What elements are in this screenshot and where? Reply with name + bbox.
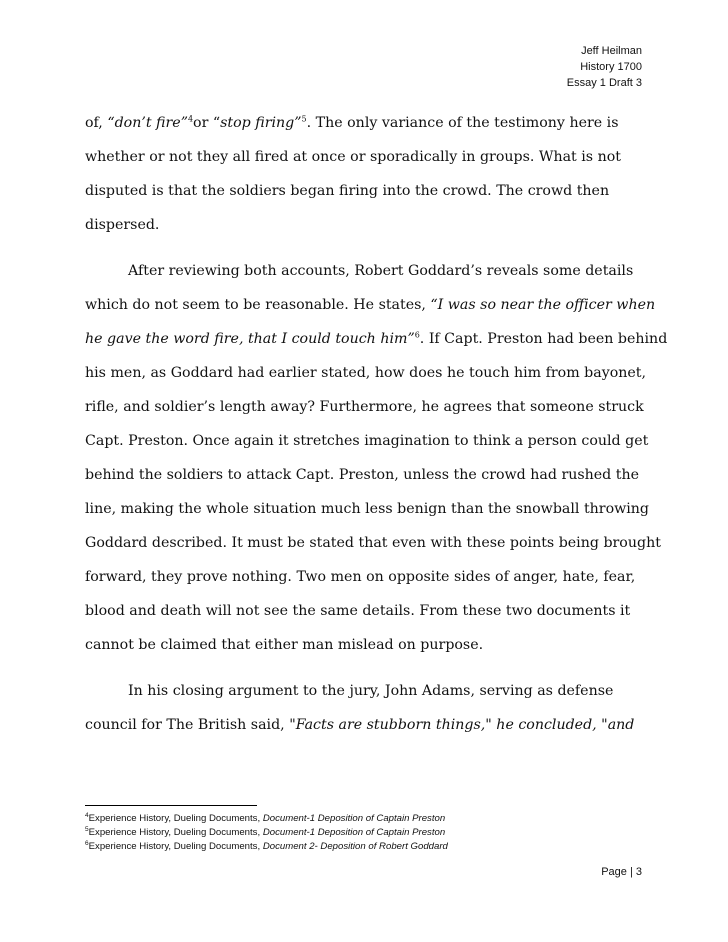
- text-line: Goddard described. It must be stated that even with these points being brought: [85, 535, 661, 551]
- text-line: his men, as Goddard had earlier stated, how does he touch him from bayonet,: [85, 365, 646, 381]
- text-line: [85, 288, 656, 322]
- text-line: [85, 254, 645, 288]
- text-span: . If Capt. Preston had been behind: [419, 331, 668, 347]
- footnote-ref: 4: [187, 114, 194, 124]
- footnote-ref: 5: [301, 114, 307, 124]
- footnotes: [85, 812, 448, 854]
- footnote-5: [85, 826, 448, 840]
- footnote-number: 6: [85, 839, 89, 847]
- quote: “don’t fire”: [107, 115, 188, 131]
- text-line: rifle, and soldier’s length away? Furthermore, he agrees that someone struck: [85, 399, 644, 415]
- text-span: which do not seem to be reasonable. He states,: [85, 297, 431, 313]
- footnote-text: Experience History, Dueling Documents,: [88, 841, 263, 852]
- quote: stop firing”: [220, 115, 302, 131]
- footnote-ref: 6: [414, 330, 420, 340]
- text-span: or “: [193, 115, 221, 131]
- text-line: whether or not they all fired at once or sporadically in groups. What is not: [85, 149, 621, 165]
- text-line: [85, 322, 668, 356]
- footnote-4: [85, 812, 448, 826]
- text-line: forward, they prove nothing. Two men on opposite sides of anger, hate, fear,: [85, 569, 636, 585]
- paragraph-3: [85, 674, 645, 742]
- footnote-text: Experience History, Dueling Documents,: [88, 827, 263, 838]
- text-line: blood and death will not see the same details. From these two documents it: [85, 603, 631, 619]
- footnote-6: [85, 840, 448, 854]
- footnote-document: Document-1 Deposition of Captain Preston: [262, 827, 446, 838]
- page-header: [567, 43, 642, 91]
- text-span: of,: [85, 115, 108, 131]
- text-span: . The only variance of the testimony here is: [306, 115, 619, 131]
- author-name: Jeff Heilman: [581, 45, 642, 57]
- text-line: behind the soldiers to attack Capt. Preston, unless the crowd had rushed the: [85, 467, 639, 483]
- footnote-number: 4: [85, 811, 89, 819]
- text-line: [85, 106, 645, 140]
- course-name: History 1700: [580, 61, 642, 73]
- text-line: Capt. Preston. Once again it stretches imagination to think a person could get: [85, 433, 649, 449]
- text-line: [85, 708, 645, 742]
- assignment-name: Essay 1 Draft 3: [566, 77, 642, 89]
- essay-body: [85, 106, 668, 742]
- text-line: [85, 674, 645, 708]
- paragraph-2: [85, 254, 668, 662]
- paragraph-1: [85, 106, 645, 242]
- footnote-document: Document-1 Deposition of Captain Preston: [262, 813, 446, 824]
- quote: “I was so near the officer when: [430, 297, 656, 313]
- footnote-document: Document 2- Deposition of Robert Goddard: [262, 841, 448, 852]
- text-line: dispersed.: [85, 217, 160, 233]
- text-span: After reviewing both accounts, Robert Goddard’s reveals some details: [128, 263, 634, 279]
- text-line: line, making the whole situation much less benign than the snowball throwing: [85, 501, 650, 517]
- quote: he gave the word fire, that I could touch him”: [85, 331, 415, 347]
- text-line: cannot be claimed that either man mislead on purpose.: [85, 637, 484, 653]
- footnote-divider: [85, 805, 257, 806]
- quote: "Facts are stubborn things," he concluded, "and: [289, 717, 635, 733]
- text-span: In his closing argument to the jury, John Adams, serving as defense: [128, 683, 614, 699]
- footnote-text: Experience History, Dueling Documents,: [88, 813, 263, 824]
- footnote-number: 5: [85, 825, 89, 833]
- page-number: Page | 3: [601, 866, 642, 878]
- text-line: disputed is that the soldiers began firing into the crowd. The crowd then: [85, 183, 610, 199]
- text-span: council for The British said,: [85, 717, 290, 733]
